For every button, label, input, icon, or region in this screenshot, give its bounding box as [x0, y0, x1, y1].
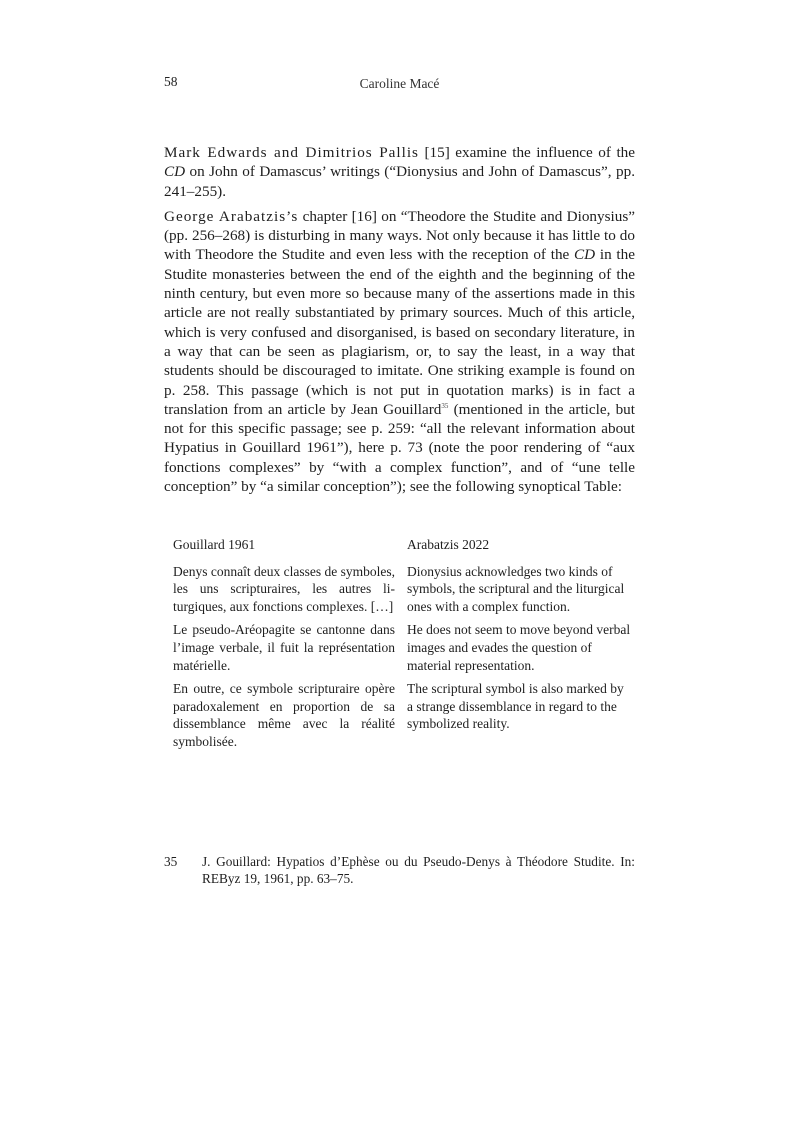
text-segment: chapter [16] on “Theodore the Studite and Dionysius” (pp. 256–268) is disturbing in many ways. Not only because it has little to do with Theodore the Studite and even less with the reception of the	[164, 207, 635, 264]
footnote-number: 35	[164, 854, 178, 869]
paragraph-edwards-pallis	[164, 143, 635, 201]
table-cell-english: The scriptural symbol is also marked by a strange dissemblance in regard to the symbolized reality.	[407, 681, 624, 732]
footnote-line: REByz 19, 1961, pp. 63–75.	[202, 871, 354, 887]
body-text	[164, 143, 635, 502]
synoptical-table	[173, 536, 633, 757]
table-row	[173, 621, 633, 680]
footnote-line: J. Gouillard: Hypatios d’Ephèse ou du Pseudo-Denys à Théodore Studite. In:	[202, 854, 635, 869]
running-head: Caroline Macé	[359, 76, 440, 91]
table-row	[173, 680, 633, 756]
author-names: Mark Edwards and Dimitrios Pallis	[164, 144, 419, 161]
table-cell-french: En outre, ce symbole scripturaire opère paradoxalement en proportion de sa dissemblance même avec la réalité symbolisée.	[173, 681, 395, 749]
author-names: George Arabatzis’s	[164, 207, 299, 225]
column-header-gouillard: Gouillard 1961	[173, 537, 256, 552]
table-row	[173, 563, 633, 622]
text-segment: [15] examine the influence of the	[418, 144, 635, 161]
abbr-cd: CD	[164, 163, 186, 181]
table-cell-french: Le pseudo-Aréopagite se cantonne dans l’image verbale, il fuit la représentation matérielle.	[173, 622, 395, 673]
footnote-text	[202, 853, 635, 888]
text-segment: (mentioned in the article, but not for this specific passage; see p. 259: “all the relevant information about Hypatius in Gouillard 1961”), here p. 73 (note the poor rendering of “aux fonctions complexes” by “with a complex function”, and of “une telle conception” by “a similar conception”); see the following synoptical Table:	[164, 400, 635, 496]
footnote-reference[interactable]: 35	[441, 401, 449, 410]
footnote	[164, 853, 635, 888]
table-cell-english: Dionysius acknowledges two kinds of symbols, the scriptural and the liturgical ones with a complex function.	[407, 563, 625, 614]
text-segment: on John of Damascus’ writings (“Dionysius and John of Damascus”, pp. 241–255).	[164, 163, 635, 200]
table-cell-english: He does not seem to move beyond verbal images and evades the question of material representation.	[407, 622, 631, 673]
paragraph-arabatzis	[164, 207, 635, 496]
page-number: 58	[164, 74, 178, 89]
table-cell-french: Denys connaît deux classes de symboles, les uns scripturaires, les autres liturgiques, aux fonctions complexes. […]	[173, 563, 395, 614]
table-header-row	[173, 536, 633, 563]
abbr-cd: CD	[574, 246, 596, 264]
text-segment: in the Studite monasteries between the end of the eighth and the beginning of the ninth century, but even more so because many of the assertions made in this article are not really substantiated by primary sources. Much of this article, which is very confused and disorganised, is based on secondary literature, in a way that can be seen as plagiarism, or, to say the least, in a way that students should be discouraged to imitate. One striking example is found on p. 258. This passage (which is not put in quotation marks) is in fact a translation from an article by Jean Gouillard	[164, 246, 635, 418]
column-header-arabatzis: Arabatzis 2022	[407, 537, 490, 552]
